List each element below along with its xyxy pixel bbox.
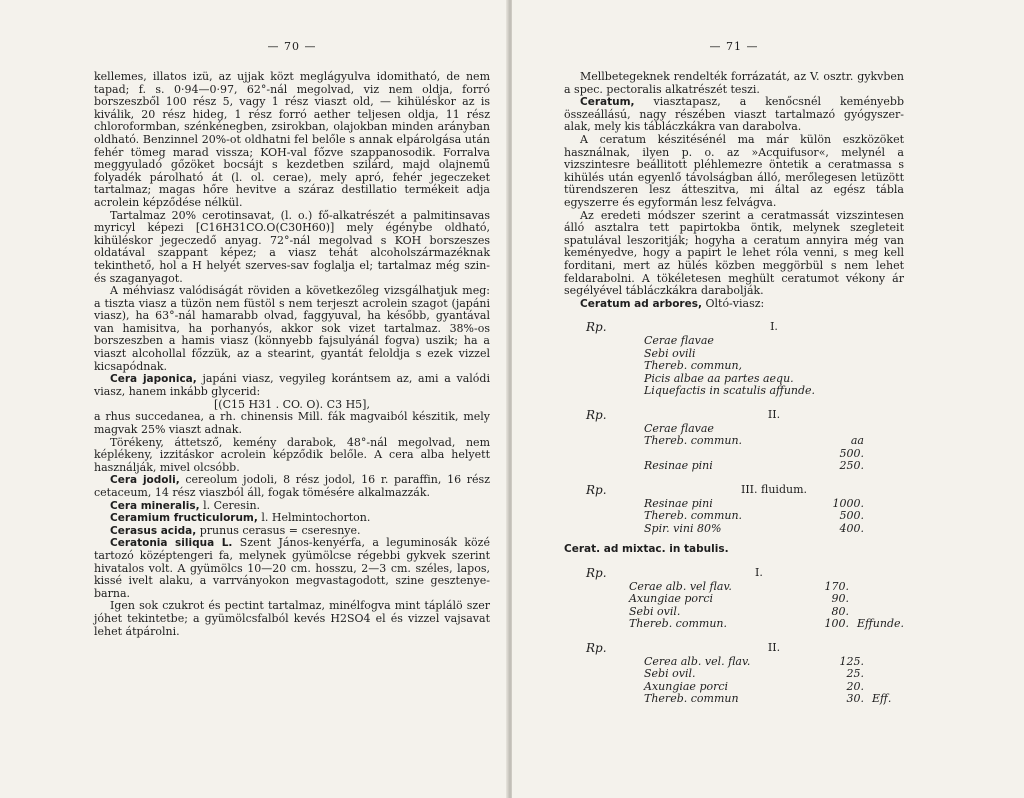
chemical-formula: [(C15 H31 . CO. O). C3 H5], — [214, 398, 370, 412]
ingredient-note — [849, 606, 857, 619]
term-ceratum-arbores: Ceratum ad arbores, — [580, 297, 702, 310]
ingredient-amount: 25. — [846, 667, 864, 681]
ingredient-amount — [824, 348, 864, 361]
recipe-number: II. — [767, 640, 781, 654]
ingredient-name: Thereb. commun. — [628, 617, 727, 631]
term-cera-mineralis: Cera mineralis, — [110, 499, 200, 512]
text-cera-jodoli: cereolum jodoli, 8 rész jodol, 16 r. paraffin, 16 rész cetaceum, 14 rész viaszból áll, fogak tömésére alkalmazzák. — [94, 473, 490, 499]
recipe-group-mixtac — [564, 566, 904, 706]
paragraph-cera-properties: kellemes, illatos izü, az ujjak közt meglágyulva idomitható, de nem tapad; f. s. 0·94—0·97, 62°-nál megolvad, viz nem oldja, forró borszeszből 100 rész 5, vagy 1 rész viaszt old, — kihüléskor az is kiválik, 20 rész hideg, 1 rész forró aether teljesen oldja, 11 rész chloroformban, szénkénegben, zsirokban, olajokban minden arányban oldható. Benzinnel 20%-ot oldhatni fel belőle s annak elpárolgása után fehér tömeg marad vissza; KOH-val főzve szappanosodik. Forralva meggyuladó gőzöket bocsájt s kezdetben szilárd, majd olajnemű folyadék párolható át (l. ol. cerae), mely apró, fehér jegeczeket tartalmaz; magas hőre hevitve a száraz destillatio termékeit adja acrolein képződése nélkül. — [94, 70, 490, 209]
ingredient-note — [864, 373, 872, 386]
ingredient-note — [864, 498, 872, 511]
text-cera-mineralis: l. Ceresin. — [199, 498, 261, 512]
recipe-ingredient — [644, 460, 904, 473]
recipe-ingredient — [644, 693, 904, 706]
ingredient-amount — [824, 385, 864, 398]
ingredient-amount: 100. — [824, 617, 849, 631]
ingredient-name: Resinae pini — [644, 459, 713, 473]
recipe-number: I. — [755, 565, 763, 579]
ingredient-name: Sebi ovil. — [628, 604, 681, 618]
ingredient-amount: 90. — [831, 592, 849, 606]
text-ceramium: l. Helmintochorton. — [257, 511, 371, 525]
recipe-body — [629, 566, 904, 631]
paragraph-torekeny: Törékeny, áttetsző, kemény darabok, 48°-nál megolvad, nem képlékeny, izzitáskor acrolein képződik belőle. A cera alba helyett használják, mivel olcsóbb. — [94, 435, 490, 474]
ingredient-note — [864, 523, 872, 536]
ingredient-name: Resinae pini — [644, 496, 713, 510]
paragraph-cera-composition: Tartalmaz 20% cerotinsavat, (l. o.) fő-alkatrészét a palmitinsavas myricyl képezi [C16H31CO.O(C30H60)] mely égénybe oldható, kihüléskor jegeczedő anyag. 72°-nál megolvad s KOH borszeszes oldatával szappant képez; a viasz tehát alcoholszármazéknak tekinthető, hol a H helyét szerves-sav foglalja el; tartalmaz még szin- és szaganyagot. — [94, 208, 490, 285]
text-cera-japonica: japáni viasz, vegyileg korántsem az, ami a valódi viasz, hanem inkább glycerid: — [94, 372, 490, 398]
term-ceratonia: Ceratonia siliqua L. — [110, 537, 233, 550]
text-ceratonia: Szent János-kenyérfa, a leguminosák közé tartozó középtengeri fa, melynek gyümölcse régebbi gykvek szerint hivatalos volt. A gyümölcs 10—20 cm. hosszu, 2—3 cm. széles, lapos, kissé ivelt alaku, a varrványokon megvastagodott, szine gesztenye-barna. — [94, 536, 490, 600]
term-ceratum: Ceratum, — [580, 96, 635, 109]
ingredient-note — [864, 423, 872, 436]
recipe-ingredient — [644, 335, 904, 348]
ingredient-name: Thereb. commun — [644, 692, 739, 706]
ingredient-amount: 250. — [839, 459, 864, 473]
ingredient-name: Cerae alb. vel flav. — [628, 579, 732, 593]
recipe-group-arbores — [564, 320, 904, 535]
ingredient-amount: 125. — [839, 654, 864, 668]
page-number-right: — 71 — — [709, 40, 759, 53]
recipe-body — [644, 320, 904, 398]
ingredient-amount: aa 500. — [839, 434, 864, 460]
recipe — [564, 566, 904, 631]
ingredient-note — [864, 460, 872, 473]
recipe-rp-label: Rp. — [586, 482, 607, 497]
term-cerat-mixtac: Cerat. ad mixtac. in tabulis. — [564, 543, 729, 556]
recipe-ingredient — [644, 385, 904, 398]
recipe-ingredient — [629, 618, 904, 631]
ingredient-note — [849, 581, 857, 594]
ingredient-note — [849, 593, 857, 606]
ingredient-amount: 500. — [839, 509, 864, 523]
recipe-rp-label: Rp. — [586, 320, 607, 335]
recipe — [564, 641, 904, 706]
ingredient-name: Thereb. commun. — [644, 509, 743, 523]
paragraph-ceratum-original: Az eredeti módszer szerint a ceratmassát vizszintesen álló asztalra tett papirtokba öntik, melynek szegleteit spatulával leszoritják; hogyha a ceratum annyira még van keményedve, hogy a papirt le lehet róla venni, s meg kell forditani, mert az hülés közben meggörbül s nem lehet feldarabolni. A tökéletesen meghült ceratumot vékony ár segélyével tábláczkákra darabolják. — [564, 208, 904, 298]
ingredient-name: Thereb. commun. — [644, 434, 743, 448]
recipe-body — [644, 408, 904, 473]
ingredient-name: Thereb. commun, — [644, 359, 743, 373]
ingredient-amount: 30. — [846, 692, 864, 706]
ingredient-amount — [824, 373, 864, 386]
ingredient-name: Cerea alb. vel. flav. — [644, 654, 751, 668]
ingredient-amount — [824, 335, 864, 348]
recipe-number: I. — [770, 320, 778, 334]
paragraph-igen: Igen sok czukrot és pectint tartalmaz, minélfogva mint táplálö szer jóhet tekintetbe; a gyümölcsfalból kevés H2SO4 el és vizzel vajsavat lehet átpárolni. — [94, 599, 490, 638]
recipe-ingredient — [644, 510, 904, 523]
recipe — [564, 320, 904, 398]
term-cerasus: Cerasus acida, — [110, 524, 197, 537]
heading-cerat-mixtac — [564, 543, 904, 556]
recipe-ingredient — [644, 360, 904, 373]
ingredient-amount: 1000. — [832, 496, 864, 510]
text-cerasus: prunus cerasus = cseresnye. — [196, 523, 361, 537]
ingredient-note — [864, 656, 872, 669]
ingredient-note: Effunde. — [856, 617, 904, 631]
ingredient-name: Sebi ovili — [644, 346, 696, 360]
ingredient-amount: 20. — [846, 679, 864, 693]
paragraph-rhus: a rhus succedanea, a rh. chinensis Mill. fák magvaiból készitik, mely magvak 25% viaszt adnak. — [94, 410, 490, 437]
page-number-left: — 70 — — [267, 40, 317, 53]
recipe-rp-label: Rp. — [586, 565, 607, 580]
term-cera-japonica: Cera japonica, — [110, 373, 197, 386]
ingredient-note — [864, 510, 872, 523]
recipe-number: II. — [767, 407, 781, 421]
ingredient-note — [864, 385, 872, 398]
right-page — [512, 0, 1024, 798]
term-cera-jodoli: Cera jodoli, — [110, 474, 180, 487]
entry-cera-jodoli — [94, 474, 490, 499]
paragraph-cera-testing: A méhviasz valódiságát röviden a következőleg vizsgálhatjuk meg: a tiszta viasz a tüzön nem füstöl s nem terjeszt acrolein szagot (japáni viasz), ha 63°-nál hamarabb olvad, faggyuval, ha később, gyantával van hamisitva, ha porhanyós, akkor sok vizet tartalmaz. 38%-os borszeszben a hamis viasz (könnyebb fajsulyánál fogva) uszik; ha a viaszt alcohollal főzzük, az a stearint, gyantát feloldja s ezek vizzel kicsapódnak. — [94, 284, 490, 373]
entry-ceratum — [564, 96, 904, 134]
recipe-ingredient — [629, 593, 904, 606]
term-ceramium: Ceramium fructiculorum, — [110, 512, 258, 525]
recipe-body — [644, 483, 904, 536]
recipe-ingredient — [644, 435, 904, 460]
left-page — [0, 0, 508, 798]
heading-ceratum-arbores — [564, 298, 904, 311]
ingredient-name: Axungiae porci — [644, 679, 729, 693]
ingredient-note — [864, 435, 872, 460]
entry-cera-japonica — [94, 373, 490, 398]
recipe — [564, 408, 904, 473]
ingredient-amount: 170. — [824, 579, 849, 593]
paragraph-ceratum-method: A ceratum készitésénél ma már külön eszközöket használnak, ilyen p. o. az »Acquifusor«, melynél a vizszintesre beállitott pléhlemezre öntetik a ceratmassa s kihülés után egyenlő távolságban álló, merőlegesen letüzött türendszeren lesz átteszitva, mi által az egész tábla egyszerre és egyformán lesz felvágva. — [564, 132, 904, 209]
ingredient-name: Cerae flavae — [644, 334, 714, 348]
recipe-rp-label: Rp. — [586, 640, 607, 655]
recipe-ingredient — [644, 523, 904, 536]
recipe — [564, 483, 904, 536]
ingredient-note — [864, 681, 872, 694]
text-ceratum-arbores: Oltó-viasz: — [701, 296, 765, 310]
ingredient-amount: 80. — [831, 604, 849, 618]
ingredient-name: Spir. vini 80% — [644, 521, 722, 535]
text-ceratum: viasztapasz, a kenőcsnél keményebb összeállású, nagy részében viaszt tartalmazó gyógyszer-alak, mely kis tábláczkákra van darabolva. — [564, 95, 904, 134]
recipe-rp-label: Rp. — [586, 407, 607, 422]
ingredient-amount — [824, 360, 864, 373]
ingredient-note — [864, 360, 872, 373]
ingredient-note — [864, 335, 872, 348]
ingredient-name: Axungiae porci — [628, 592, 713, 606]
ingredient-name: Picis albae aa partes aequ. — [644, 371, 794, 385]
ingredient-name: Liquefactis in scatulis affunde. — [644, 384, 816, 398]
ingredient-name: Sebi ovil. — [644, 667, 696, 681]
paragraph-intro: Mellbetegeknek rendelték forrázatát, az V. osztr. gykvben a spec. pectoralis alkatrészét teszi. — [564, 70, 904, 96]
recipe-number: III. fluidum. — [740, 482, 808, 496]
ingredient-note — [864, 668, 872, 681]
entry-ceratonia — [94, 537, 490, 600]
recipe-body — [644, 641, 904, 706]
recipe-ingredient — [644, 668, 904, 681]
ingredient-name: Cerae flavae — [644, 421, 714, 435]
ingredient-note: Eff. — [872, 692, 892, 706]
ingredient-note — [864, 348, 872, 361]
ingredient-amount: 400. — [839, 521, 864, 535]
